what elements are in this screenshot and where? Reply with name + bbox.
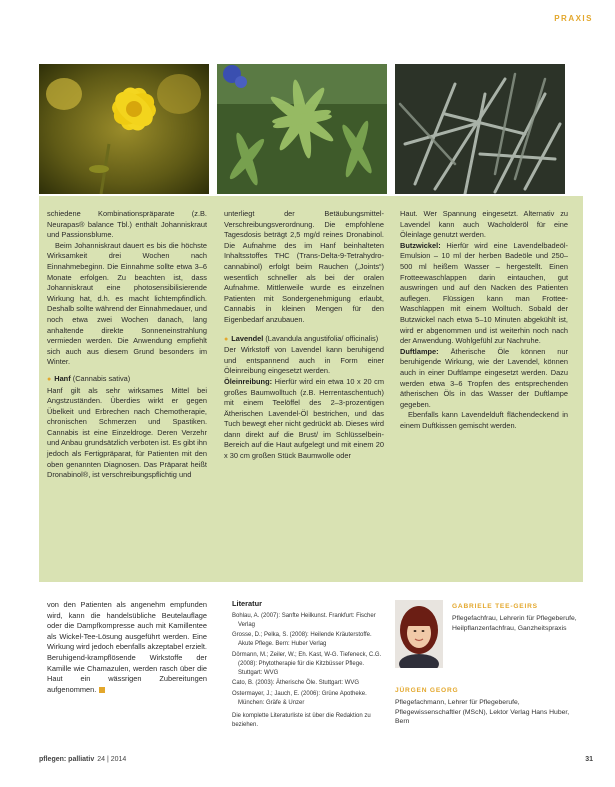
literature-block [232,600,387,729]
closing-paragraph [47,600,207,695]
text-column-2 [224,209,384,462]
paragraph: Beim Johanniskraut dauert es bis die höchste Wirksamkeit drei Wochen nach Einnahmebeginn. Die Einnahme sollte etwa 3–6 Monate erfolgen. Zu beachten ist, dass Johanniskraut eine photosensibilisierende Wirkung hat, d.h. es macht lichtempfindlich. Deshalb sollte während der Einnahmedauer, und noch etwa zwei Wochen danach, lang anhaltende direkte Sonneneinstrahlung vermieden werden. Die Anwendung empfiehlt sich auch aus diesem Grund besonders im Winter. [47,240,207,367]
bullet-icon: ● [224,335,229,343]
author-description: Pflegefachfrau, Lehrerin für Pflegeberufe, Heilpflanzenfachfrau, Ganzheitspraxis [452,615,577,632]
journal-name: pflegen: palliativ [39,756,95,763]
section-heading-lavendel [224,334,384,346]
literature-title: Literatur [232,599,262,608]
journal-footer [39,756,126,763]
paragraph: unterliegt der Betäubungsmittel-Verschreibungsverordnung. Die empfohlene Tagesdosis beträgt 2,5 mg/d reines Dronabinol. Die Aufnahme des im Hanf beinhalteten Inhaltsstoffes THC (Trans-Delta-9-Tetrahydro-cannabinol) erfolgt beim Rauchen („Joints“) wesentlich schneller als bei der oralen Aufnahme. Mittlerweile wurde es einzelnen Patienten mit Sondergenehmigung erlaubt, Cannabis in kleinen Mengen für den Eigenbedarf anzubauen. [224,209,384,324]
issue-number: 24 | 2014 [97,756,127,763]
lavender-plant-photo [395,64,565,194]
literature-item: Grosse, D.; Pelka, S. (2008): Heilende Kräuterstoffe. Akute Pflege. Bern: Huber Verlag [232,632,372,648]
section-heading-hanf [47,374,207,386]
inline-heading: Butzwickel: [400,240,441,250]
literature-note: Die komplette Literaturliste ist über die Redaktion zu beziehen. [232,712,371,728]
heading-text: Lavendel [231,333,264,343]
author-portrait [395,600,443,668]
literature-item: Cato, B. (2003): Ätherische Öle. Stuttgart: WVG [232,680,360,687]
author-info-2 [395,686,585,727]
paragraph: Der Wirkstoff von Lavendel kann beruhigend und entspannend auch in Form einer Öleinreibung eingesetzt werden. [224,345,384,376]
author-description: Pflegefachmann, Lehrer für Pflegeberufe, Pflegewissenschaftler (MScN), Lektor Verlag Hans Huber, Bern [395,699,570,726]
paragraph-text: Hierfür wird eine Lavendelbadeöl-Emulsion – 10 ml der herben Badeöle und 250–500 ml heißem Wasser – hergestellt. Einen Frotteewaschlappen darin eintauchen, gut auswringen und auf den Nacken des Patienten auflegen. Flüssigen kann man Frottee-Waschlappen mit einem Wolltuch. Sobald der Butzwickel nach etwa 5–10 Minuten abgekühlt ist, wird er abgenommen und ist weiterhin noch nach der Anwendung. Wohlgefühl zur Nachruhe. [400,240,568,346]
section-label: PRAXIS [554,14,593,23]
paragraph: Hanf gilt als sehr wirksames Mittel bei Angstzuständen. Überdies wirkt er gegen Übelkeit und Erbrechen nach Chemotherapie, chronischen Schmerzen und Spastiken. Cannabis ist eine Einzeldroge. Deren Verzehr und Anbau grundsätzlich verboten ist. Es gibt ihn jedoch als Fertigpräparat, für Patienten mit den oben genannten Diagnosen. Das Präparat heißt Dronabinol®, ist verschreibungspflichtig und [47,385,207,480]
bullet-icon: ● [47,375,52,383]
paragraph-text: Ätherische Öle können nur beruhigende Wirkung, wie der Lavendel, können auch in einer Duftlampe eingesetzt werden. Dazu werden etwa 3–6 Tropfen des entsprechenden ätherischen Öls in das Wasser der Duftlampe gegeben. [400,346,568,409]
inline-heading: Öleinreibung: [224,376,273,386]
author-info-1 [452,602,592,633]
literature-item: Bohlau, A. (2007): Sanfte Heilkunst. Frankfurt: Fischer Verlag [232,612,376,628]
end-mark-icon [99,687,105,693]
paragraph: Ebenfalls kann Lavendelduft flächendeckend in einem Duftkissen gemischt werden. [400,410,568,430]
paragraph: Haut. Wer Spannung eingesetzt. Alternativ zu Lavendel kann auch Wacholderöl für eine Öleinlage genutzt werden. [400,209,568,240]
heading-text: Hanf [54,373,71,383]
hemp-plant-photo [217,64,387,194]
st-johns-wort-photo [39,64,209,194]
latin-name: (Lavandula angustifolia/ officinalis) [265,333,379,343]
latin-name: (Cannabis sativa) [72,373,131,383]
literature-item: Dörmann, M.; Zeiler, W.; Eh. Kast, W-G. Tiefeneck, C.G. (2008): Phytotherapie für die Kitzbüsser Pflege. Stuttgart: WVG [232,651,382,676]
paragraph-duftlampe [400,347,568,411]
author-name: JÜRGEN GEORG [395,687,459,694]
paragraph-oeleinreibung [224,377,384,462]
text-column-3 [400,209,568,431]
paragraph-text: von den Patienten als angenehm empfunden wird, kann die handelsübliche Beutelauflage oder die Dampfkompresse auch mit Kamillentee als Wickel-Tee-Lösung ausgeführt werden. Eine Wirkung wird jedoch ebenfalls akzeptabel erzielt. Beruhigend-krampflösende Wirkstoffe der Kamille wie Chamazulen, werden rasch über die Haut ein wässrigen Zubereitungen aufgenommen. [47,600,207,694]
text-column-1 [47,209,207,481]
inline-heading: Duftlampe: [400,346,439,356]
literature-item: Ostermayer, J.; Jauch, E. (2006): Grüne Apotheke. München: Gräfe & Unzer [232,691,367,706]
paragraph-text: Hierfür wird ein etwa 10 x 20 cm großes Baumwolltuch (z.B. Herrentaschentuch) mit einem Teelöffel des 2–3-prozentigen Ätherischen Lavendel-Öl bestrichen, und das Tuch bewegt eher nicht gedrückt ab. Dieses wird dann direkt auf die Brust/ im Schlüsselbein-Bereich auf die Haut aufgelegt und mit einem 20 x 30 cm großen Stück Baumwolle oder [224,376,385,461]
paragraph: schiedene Kombinationspräparate (z.B. Neurapas® balance Tbl.) enthält Johanniskraut und Passionsblume. [47,209,207,240]
author-name: GABRIELE TEE-GEIRS [452,603,538,610]
page-number: 31 [585,756,593,763]
paragraph-butzwickel [400,241,568,347]
